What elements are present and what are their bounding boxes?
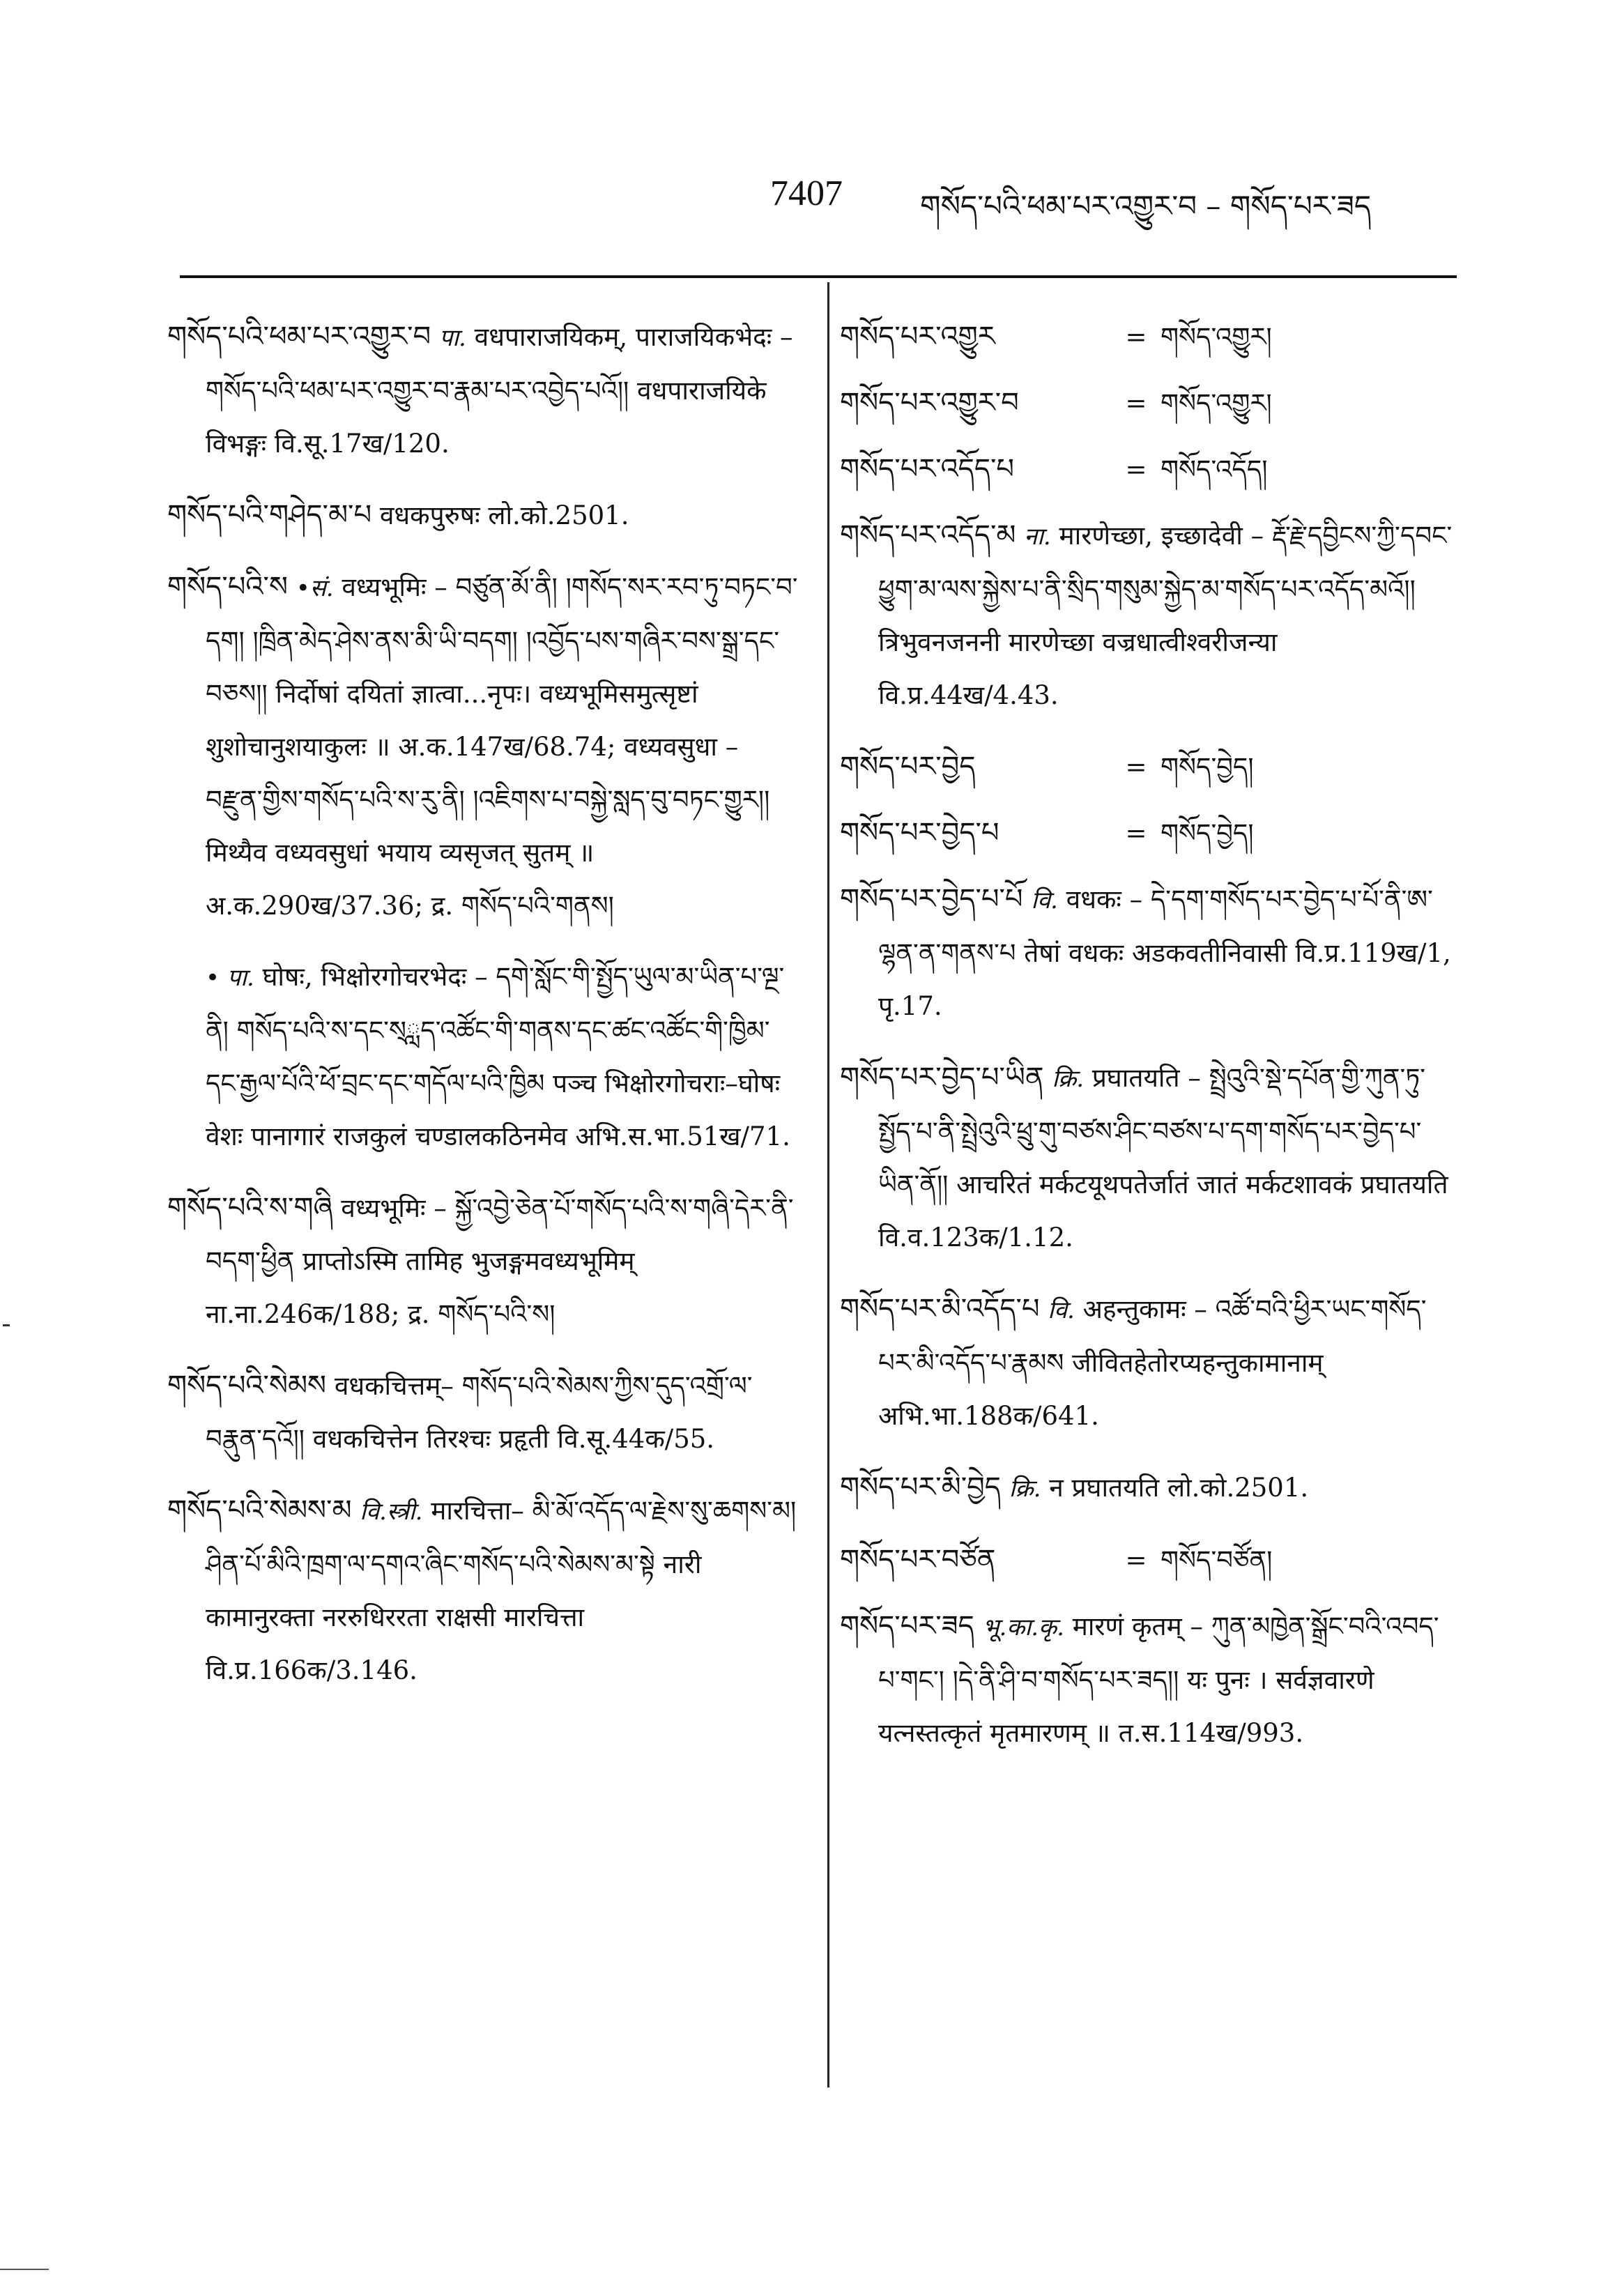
entry-headword: གསོད་པའི་ས་གཞི [167,1192,333,1224]
grammar-label: भू.का.कृ. [982,1614,1064,1641]
grammar-label: वि. [1048,1296,1075,1324]
right-column [840,310,1453,1778]
dictionary-subentry [167,951,802,1163]
entry-headword: གསོད་པར་མི་འདོད་པ [840,1293,1040,1325]
equals-sign: = [1125,1545,1147,1575]
dictionary-entry [840,873,1453,1033]
entry-headword: གསོད་པར་མི་བྱེད [840,1471,1001,1503]
dictionary-entry [840,1461,1453,1515]
cross-reference [840,376,1453,430]
entry-headword: གསོད་པར་ཟད [840,1610,974,1642]
column-divider [827,282,829,2087]
grammar-label: •सं. [296,574,334,602]
entry-definition: वधकचित्तम्– གསོད་པའི་སེམས་ཀྱིས་དུད་འགྲོ་ལ་བརྣུན་དའོ།། वधकचित्तेन तिरश्चः प्रहृती वि.सू.44क/55. [206,1371,753,1454]
dictionary-entry [167,1181,802,1341]
page-number: 7407 [770,174,843,213]
xref-target: གསོད་འགྱུར། [1160,322,1272,352]
grammar-label: ना. [1024,523,1051,551]
cross-reference [840,1533,1453,1587]
entry-headword: གསོད་པར་བཙོན [840,1544,996,1576]
dictionary-entry [840,1051,1453,1264]
dictionary-entry [840,1600,1453,1760]
entry-definition: अहन्तुकामः – འཚོ་བའི་ཕྱིར་ཡང་གསོད་པར་མི་འདོད་པ་རྣམས जीवितहेतोरप्यहन्तुकामानाम् अभि.भा.188क/641. [878,1294,1427,1431]
xref-target: གསོད་བཙོན། [1160,1545,1273,1575]
entry-headword: གསོད་པར་འདོད་མ [840,519,1016,551]
entry-headword: གསོད་པའི་གཤེད་མ་པ [167,499,372,531]
grammar-label: वि.स्त्री. [360,1498,423,1526]
entry-definition: मारणं कृतम् – ཀུན་མཁྱེན་སྒྲོང་བའི་འབད་པ་གང་། །དེ་ནི་ཤི་བ་གསོད་པར་ཟད།། यः पुनः । सर्वज्ञवारणे यत्नस्तत्कृतं मृतमारणम् ॥ त.स.114ख/993. [878,1611,1439,1748]
dictionary-entry [167,1359,802,1466]
dictionary-entry [167,489,802,542]
equals-sign: = [1125,752,1147,782]
grammar-label: • पा. [206,964,254,992]
equals-sign: = [1125,322,1147,352]
cross-reference [840,443,1453,496]
entry-headword: གསོད་པའི་སེམས [167,1370,327,1402]
entry-headword: གསོད་པའི་ས [167,571,288,603]
dictionary-entry [167,560,802,933]
grammar-label: वि. [1031,887,1058,914]
entry-definition: वधकपुरुषः लो.को.2501. [379,500,629,530]
entry-headword: གསོད་པར་འདོད་པ [840,453,1015,485]
grammar-label: पा. [438,324,466,352]
grammar-label: क्रि. [1009,1475,1041,1503]
cross-reference [840,310,1453,364]
entry-definition: वध्यभूमिः – བཙུན་མོ་ནི། །གསོད་སར་རབ་ཏུ་བཏང་བ་དག། །ཁྲིན་མེད་ཤེས་ནས་མི་ཡི་བདག། །འབྱོད་པས་གཞིར་བས་སྒྲ་དང་བཅས།། निर्दोषां दयितां ज्ञात्वा...नृपः। वध्यभूमिसमुत्सृष्टां शुशोचानुशयाकुलः ॥ अ.क.147ख/68.74; वध्यवसुधा – བརྫུན་གྱིས་གསོད་པའི་ས་རུ་ནི། །འཇིགས་པ་བསྐྱེ་སླད་བུ་བཏང་གྱུར།། मिथ्यैव वध्यवसुधां भयाय व्यसृजत् सुतम् ॥ अ.क.290ख/37.36; द्र. གསོད་པའི་གནས། [206,572,798,921]
scan-edge-mark [0,2269,49,2270]
equals-sign: = [1125,454,1147,484]
xref-target: གསོད་འགྱུར། [1160,388,1272,418]
equals-sign: = [1125,818,1147,848]
dictionary-entry [167,310,802,470]
entry-headword: གསོད་པར་བྱེད་པ་པོ [840,883,1023,915]
dictionary-entry [167,1484,802,1697]
entry-definition: वधकः – དེ་དག་གསོད་པར་བྱེད་པ་པོ་ནི་ཨ་ལྷན་ན་གནས་པ तेषां वधकः अडकवतीनिवासी वि.प्र.119ख/1, पृ.17. [878,884,1451,1021]
entry-definition: न प्रघातयति लो.को.2501. [1049,1473,1309,1503]
entry-headword: གསོད་པར་བྱེད [840,751,976,783]
cross-reference [840,740,1453,794]
entry-headword: གསོད་པའི་སེམས་མ [167,1494,352,1526]
cross-reference [840,806,1453,860]
dictionary-entry [840,509,1453,722]
left-column [167,310,802,1715]
entry-definition: वधपाराजयिकम्, पाराजयिकभेदः – གསོད་པའི་ཕམ་པར་འགྱུར་བ་རྣམ་པར་འབྱེད་པའོ།། वधपाराजयिके विभङ्गः वि.सू.17ख/120. [206,322,793,459]
entry-headword: གསོད་པར་འགྱུར [840,321,995,353]
xref-target: གསོད་བྱེད། [1160,752,1254,782]
dictionary-entry [840,1282,1453,1443]
grammar-label: क्रि. [1052,1065,1085,1093]
entry-definition: मारणेच्छा, इच्छादेवी – རྡོ་རྗེ་དབྱིངས་ཀྱི་དབང་ཕྱུག་མ་ལས་སྐྱེས་པ་ནི་སྲིད་གསུམ་སྐྱེད་མ་གསོད་པར་འདོད་མའོ།། त्रिभुवनजननी मारणेच्छा वज्रधात्वीश्वरीजन्या वि.प्र.44ख/4.43. [878,521,1453,710]
entry-headword: གསོད་པར་བྱེད་པ་ཡིན [840,1061,1044,1094]
margin-mark [3,1324,10,1326]
entry-definition: वध्यभूमिः – སྐྱོ་འབྱེ་ཅེན་པོ་གསོད་པའི་ས་གཞི་དེར་ནི་བདག་ཕྱིན प्राप्तोऽस्मि तामिह भुजङ्गमवध्यभूमिम् ना.ना.246क/188; द्र. གསོད་པའི་ས། [206,1193,794,1329]
xref-target: གསོད་འདོད། [1160,454,1268,484]
header-rule [180,275,1457,278]
entry-headword: གསོད་པར་བྱེད་པ [840,817,999,849]
entry-headword: གསོད་པར་འགྱུར་བ [840,387,1019,419]
running-head: གསོད་པའི་ཕམ་པར་འགྱུར་བ – གསོད་པར་ཟད [920,189,1372,223]
page-header [0,166,1624,229]
entry-definition: मारचित्ता– མི་མོ་འདོད་ལ་རྗེས་སུ་ཆགས་མ། ཤིན་པོ་མིའི་ཁྲག་ལ་དགའ་ཞིང་གསོད་པའི་སེམས་མ་སྟེ नारी कामानुरक्ता नररुधिररता राक्षसी मारचित्ता वि.प्र.166क/3.146. [206,1496,797,1685]
entry-definition: प्रघातयति – སྤྲེའུའི་སྡེ་དཔོན་གྱི་ཀུན་ཏུ་སྤྱོད་པ་ནི་སྤྲེའུའི་ཕྲུ་གུ་བཙས་ཤིང་བཙས་པ་དག་གསོད་པར་བྱེད་པ་ཡིན་ནོ།། आचरितं मर्कटयूथपतेर्जातं जातं मर्कटशावकं प्रघातयति वि.व.123क/1.12. [878,1063,1448,1252]
equals-sign: = [1125,388,1147,418]
entry-headword: གསོད་པའི་ཕམ་པར་འགྱུར་བ [167,321,431,353]
entry-definition: घोषः, भिक्षोरगोचरभेदः – དགེ་སློང་གི་སྤྱོད་ཡུལ་མ་ཡིན་པ་ལྔ་ནི། གསོད་པའི་ས་དང་ས྄ླད་འཚོང་གི་གནས་དང་ཚང་འཚོང་གི་ཁྱིམ་དང་རྒྱལ་པོའི་ཕོ་བྲང་དང་གདོལ་པའི་ཁྱིམ पञ्च भिक्षोरगोचराः–घोषः वेशः पानागारं राजकुलं चण्डालकठिनमेव अभि.स.भा.51ख/71. [206,962,790,1151]
xref-target: གསོད་བྱེད། [1160,818,1254,848]
